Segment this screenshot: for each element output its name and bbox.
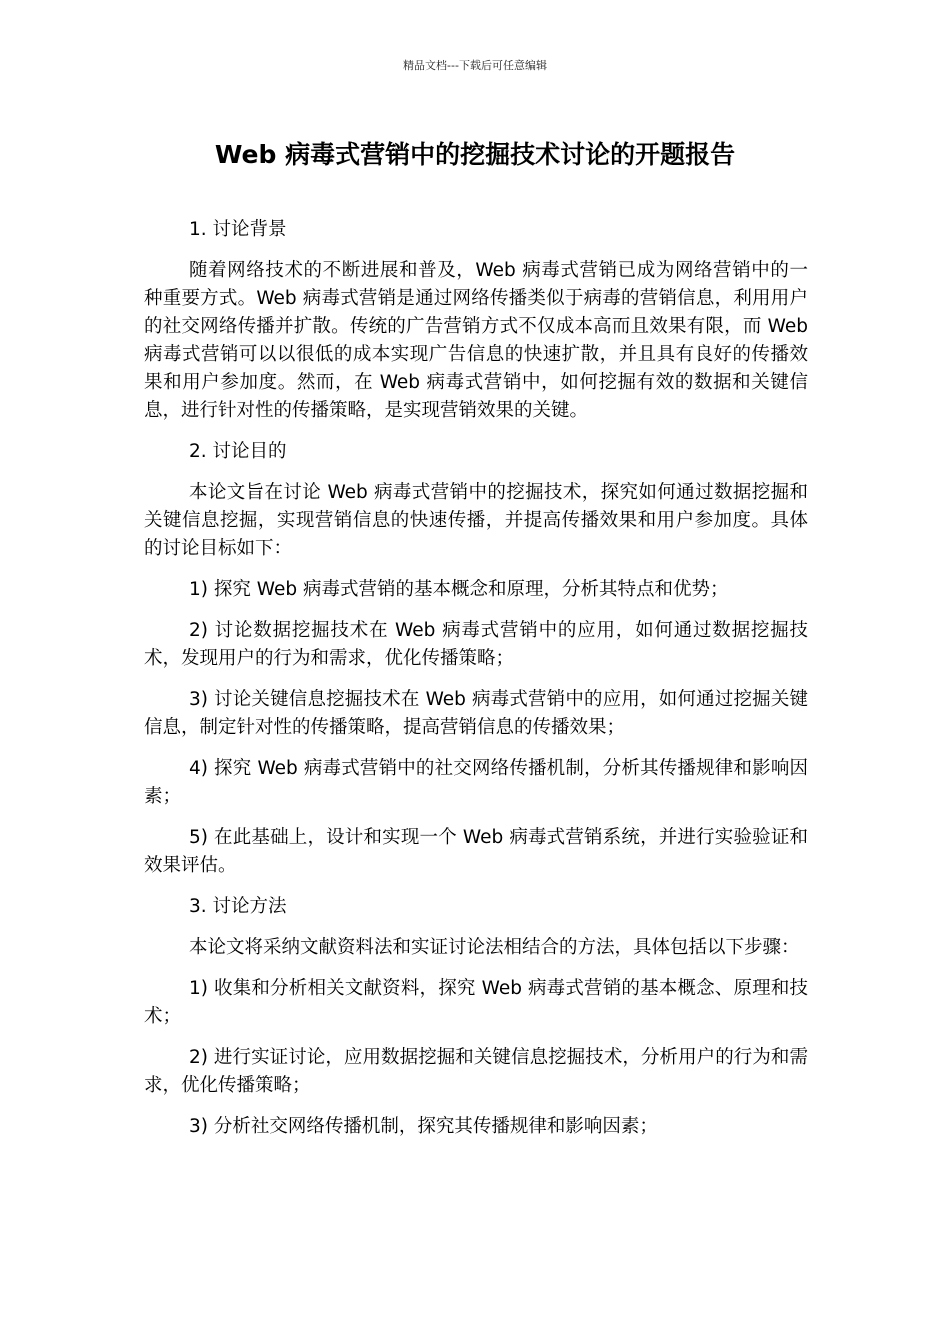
section-heading-background: 1. 讨论背景 [189,219,287,240]
document-body [144,216,808,1154]
section-heading-method: 3. 讨论方法 [189,896,287,917]
list-item: 3) 分析社交网络传播机制，探究其传播规律和影响因素； [189,1116,658,1137]
list-item: 1) 探究 Web 病毒式营销的基本概念和原理，分析其特点和优势； [189,579,729,600]
paragraph: 随着网络技术的不断进展和普及，Web 病毒式营销已成为网络营销中的一种重要方式。Web 病毒式营销是通过网络传播类似于病毒的营销信息，利用用户的社交网络传播并扩散。传统的广告营销方式不仅成本高而且效果有限，而 Web 病毒式营销可以以很低的成本实现广告信息的快速扩散，并且具有良好的传播效果和用户参加度。然而，在 Web 病毒式营销中，如何挖掘有效的数据和关键信息，进行针对性的传播策略，是实现营销效果的关键。 [144,260,808,421]
list-item: 5) 在此基础上，设计和实现一个 Web 病毒式营销系统，并进行实验验证和效果评估。 [144,827,808,876]
list-item: 1) 收集和分析相关文献资料，探究 Web 病毒式营销的基本概念、原理和技术； [144,978,808,1027]
list-item: 4) 探究 Web 病毒式营销中的社交网络传播机制，分析其传播规律和影响因素； [144,758,808,807]
section-heading-purpose: 2. 讨论目的 [189,441,287,462]
list-item: 2) 进行实证讨论，应用数据挖掘和关键信息挖掘技术，分析用户的行为和需求，优化传播策略； [144,1047,808,1096]
list-item: 2) 讨论数据挖掘技术在 Web 病毒式营销中的应用，如何通过数据挖掘技术，发现用户的行为和需求，优化传播策略； [144,620,808,669]
document-title: Web 病毒式营销中的挖掘技术讨论的开题报告 [214,140,736,169]
list-item: 3) 讨论关键信息挖掘技术在 Web 病毒式营销中的应用，如何通过挖掘关键信息，制定针对性的传播策略，提高营销信息的传播效果； [144,689,808,738]
paragraph: 本论文将采纳文献资料法和实证讨论法相结合的方法，具体包括以下步骤： [189,937,800,958]
paragraph: 本论文旨在讨论 Web 病毒式营销中的挖掘技术，探究如何通过数据挖掘和关键信息挖掘，实现营销信息的快速传播，并提高传播效果和用户参加度。具体的讨论目标如下： [144,482,808,559]
header-note: 精品文档---下载后可任意编辑 [403,59,547,72]
